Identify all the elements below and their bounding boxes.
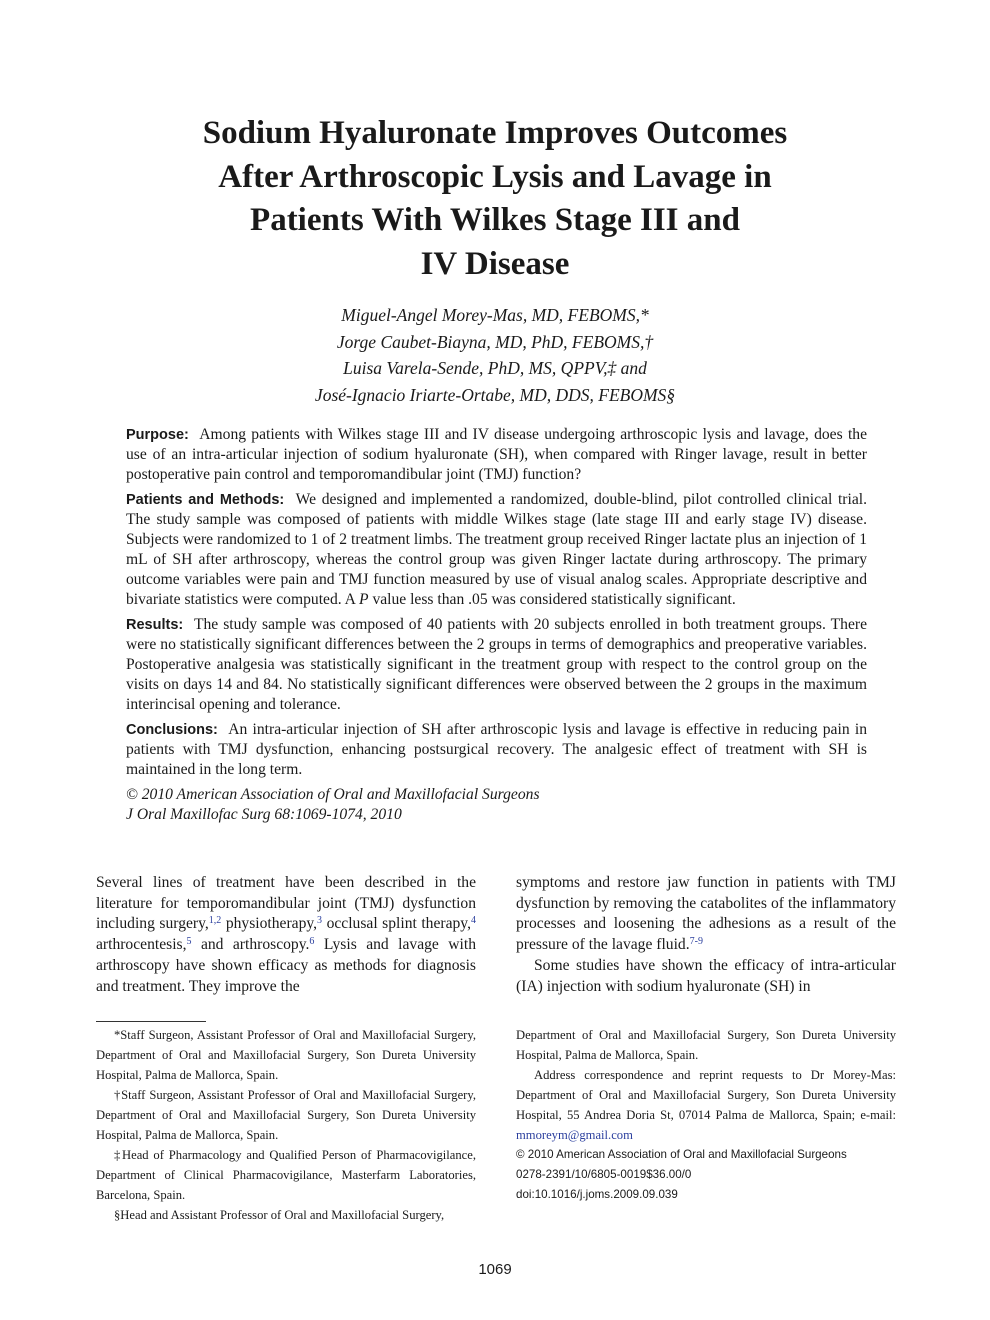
body-text: Several lines of treatment have been described in the literature for temporomandibular joint (TMJ) dysfunction including surgery,	[96, 874, 476, 933]
footnote: ‡Head of Pharmacology and Qualified Person of Pharmacovigilance, Department of Clinical Pharmacovigilance, Masterfarm Laboratories, Barcelona, Spain.	[96, 1148, 476, 1202]
footnote: §Head and Assistant Professor of Oral and Maxillofacial Surgery,	[114, 1208, 445, 1222]
footnote: *Staff Surgeon, Assistant Professor of Oral and Maxillofacial Surgery, Department of Oral and Maxillofacial Surgery, Son Dureta University Hospital, Palma de Mallorca, Spain.	[96, 1028, 476, 1082]
email-link[interactable]: mmoreym@gmail.com	[516, 1128, 633, 1142]
footnotes-right	[516, 1025, 896, 1205]
author: Jorge Caubet-Biayna, MD, PhD, FEBOMS,†	[336, 331, 654, 352]
footnote: †Staff Surgeon, Assistant Professor of Oral and Maxillofacial Surgery, Department of Oral and Maxillofacial Surgery, Son Dureta University Hospital, Palma de Mallorca, Spain.	[96, 1088, 476, 1142]
title-line: Patients With Wilkes Stage III and	[250, 202, 740, 238]
conclusions-text: An intra-articular injection of SH after arthroscopic lysis and lavage is effective in reducing pain in patients with TMJ dysfunction, enhancing postsurgical recovery. The analgesic effect of treatment with SH is maintained in the long term.	[126, 721, 867, 778]
author-list	[95, 302, 895, 408]
abstract	[126, 425, 867, 825]
methods-label: Patients and Methods:	[126, 492, 285, 508]
body-column-left	[96, 873, 476, 997]
methods-text: We designed and implemented a randomized, double-blind, pilot controlled clinical trial. The study sample was composed of patients with middle Wilkes stage (late stage III and early stage IV) disease. Subjects were randomized to 1 of 2 treatment limbs. The treatment group received Ringer lactate plus an injection of 1 mL of SH after arthroscopy, whereas the control group was given Ringer lactate during arthroscopy. The primary outcome variables were pain and TMJ function measured by use of visual analog scales. Appropriate descriptive and bivariate statistics were computed. A	[126, 491, 867, 608]
footnotes-left	[96, 1025, 476, 1225]
body-column-right	[516, 873, 896, 997]
footnote-copyright: © 2010 American Association of Oral and Maxillofacial Surgeons	[516, 1148, 847, 1161]
footnote-divider	[96, 1021, 206, 1022]
body-paragraph	[516, 873, 896, 956]
address-text: Address correspondence and reprint requests to Dr Morey-Mas: Department of Oral and Maxillofacial Surgery, Son Dureta University Hospital, 55 Andrea Doria St, 07014 Palma de Mallorca, Spain; e-mail:	[516, 1068, 896, 1122]
title-line: IV Disease	[420, 245, 570, 282]
reference-link[interactable]: 5	[186, 936, 192, 948]
purpose-text: Among patients with Wilkes stage III and IV disease undergoing arthroscopic lysis and lavage, does the use of an intra-articular injection of sodium hyaluronate (SH), when compared with Ringer lavage, result in better postoperative pain control and temporomandibular joint (TMJ) function?	[126, 426, 867, 483]
footnote-continued: Department of Oral and Maxillofacial Surgery, Son Dureta University Hospital, Palma de Mallorca, Spain.	[516, 1028, 896, 1062]
abstract-purpose	[126, 425, 867, 485]
results-text: The study sample was composed of 40 patients with 20 subjects enrolled in both treatment groups. There were no statistically significant differences between the 2 groups in terms of demographics and preoperative variables. Postoperative analgesia was statistically significant in the treatment group with respect to the control group on the visits on days 14 and 84. No statistically significant differences were observed between the 2 groups in the maximum interincisal opening and tolerance.	[126, 616, 867, 713]
reference-link[interactable]: 6	[309, 936, 315, 948]
methods-text-end: value less than .05 was considered statistically significant.	[372, 591, 736, 608]
body-paragraph	[96, 873, 476, 997]
body-text: Lysis and lavage with arthroscopy have shown efficacy as methods for diagnosis and treatment. They improve the	[96, 936, 476, 995]
reference-link[interactable]: 7-9	[689, 936, 703, 948]
correspondence-address	[516, 1065, 896, 1145]
abstract-copyright: © 2010 American Association of Oral and Maxillofacial Surgeons	[126, 786, 540, 803]
author: Miguel-Angel Morey-Mas, MD, FEBOMS,*	[341, 305, 649, 325]
abstract-conclusions	[126, 720, 867, 780]
reference-link[interactable]: 3	[317, 915, 323, 927]
page-number: 1069	[478, 1261, 512, 1278]
body-text: occlusal splint therapy,	[322, 915, 471, 933]
journal-citation: J Oral Maxillofac Surg 68:1069-1074, 2010	[126, 806, 402, 823]
issn: 0278-2391/10/6805-0019$36.00/0	[516, 1168, 692, 1181]
title-line: Sodium Hyaluronate Improves Outcomes	[202, 115, 788, 151]
author: José-Ignacio Iriarte-Ortabe, MD, DDS, FEBOMS§	[314, 384, 676, 405]
abstract-methods	[126, 490, 867, 610]
p-symbol: P	[359, 591, 369, 608]
author: Luisa Varela-Sende, PhD, MS, QPPV,‡ and	[343, 358, 647, 378]
body-text: physiotherapy,	[221, 915, 318, 933]
doi[interactable]: doi:10.1016/j.joms.2009.09.039	[516, 1188, 678, 1201]
reference-link[interactable]: 1,2	[208, 915, 222, 927]
body-text: symptoms and restore jaw function in patients with TMJ dysfunction by removing the catabolites of the inflammatory processes and loosening the adhesions as a result of the pressure of the lavage fluid.	[516, 874, 896, 954]
article-title	[95, 112, 895, 286]
abstract-results	[126, 615, 867, 715]
results-label: Results:	[126, 617, 184, 633]
title-line: After Arthroscopic Lysis and Lavage in	[218, 158, 772, 195]
conclusions-label: Conclusions:	[126, 722, 218, 738]
body-paragraph: Some studies have shown the efficacy of intra-articular (IA) injection with sodium hyaluronate (SH) in	[516, 956, 896, 995]
purpose-label: Purpose:	[126, 427, 189, 443]
body-text: arthrocentesis,	[96, 936, 187, 954]
reference-link[interactable]: 4	[471, 915, 476, 927]
body-text: and arthroscopy.	[191, 936, 310, 954]
